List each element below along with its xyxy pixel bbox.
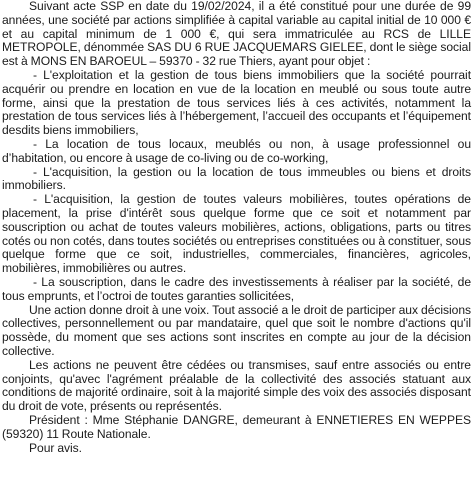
object-item-location: - La location de tous locaux, meublés ou non, à usage professionnel ou d’habitation, ou encore à usage de co-living ou de co-working,: [2, 136, 471, 165]
share-transfer-paragraph: Les actions ne peuvent être cédées ou transmises, sauf entre associés ou entre conjoints, qu'avec l'agrément préalable de la collectivité des associés statuant aux conditions de majorité ordinaire, soit à la majorité simple des voix des associés disposant du droit de vote, présents ou représentés.: [2, 357, 471, 414]
object-item-exploitation: - L'exploitation et la gestion de tous biens immobiliers que la société pourrait acquérir ou prendre en location en vue de la location en meublé ou sous toute autre forme, ainsi que la prestation de tous services liés à ces activités, notamment la prestation de tous services liés à l’hébergement, l’accueil des occupants et l’équipement desdits biens immobiliers,: [2, 67, 471, 138]
notice-intro-paragraph: Suivant acte SSP en date du 19/02/2024, il a été constitué pour une durée de 99 années, une société par actions simplifiée à capital variable au capital initial de 10 000 € et au capital minimum de 1 000 €, qui sera immatriculée au RCS de LILLE METROPOLE, dénommée SAS DU 6 RUE JACQUEMARS GIELEE, dont le siège social est à MONS EN BAROEUL – 59370 - 32 rue Thiers, ayant pour objet :: [2, 0, 471, 69]
object-item-emprunts: - La souscription, dans le cadre des investissements à réaliser par la société, de tous emprunts, et l’octroi de toutes garanties sollicitées,: [2, 274, 471, 303]
pour-avis-line: Pour avis.: [29, 440, 82, 455]
object-item-valeurs-mobilieres: - L'acquisition, la gestion de toutes valeurs mobilières, toutes opérations de placement, la prise d'intérêt sous quelque forme que ce soit et notamment par souscription ou achat de toutes valeurs mobilières, actions, obligations, parts ou titres cotés ou non cotés, dans toutes sociétés ou entreprises constituées ou à constituer, sous quelque forme que ce soit, industrielles, commerciales, financières, agricoles, mobilières, immobilières ou autres.: [2, 192, 471, 276]
president-paragraph: Président : Mme Stéphanie DANGRE, demeurant à ENNETIERES EN WEPPES (59320) 11 Route Nationale.: [2, 412, 471, 441]
object-item-immeubles: - L'acquisition, la gestion ou la location de tous immeubles ou biens et droits immobiliers.: [2, 164, 471, 193]
voting-rights-paragraph: Une action donne droit à une voix. Tout associé a le droit de participer aux décisions collectives, personnellement ou par mandataire, quel que soit le nombre d'actions qu'il possède, du moment que ses actions sont inscrites en compte au jour de la décision collective.: [2, 302, 471, 358]
legal-notice: [2, 0, 471, 455]
